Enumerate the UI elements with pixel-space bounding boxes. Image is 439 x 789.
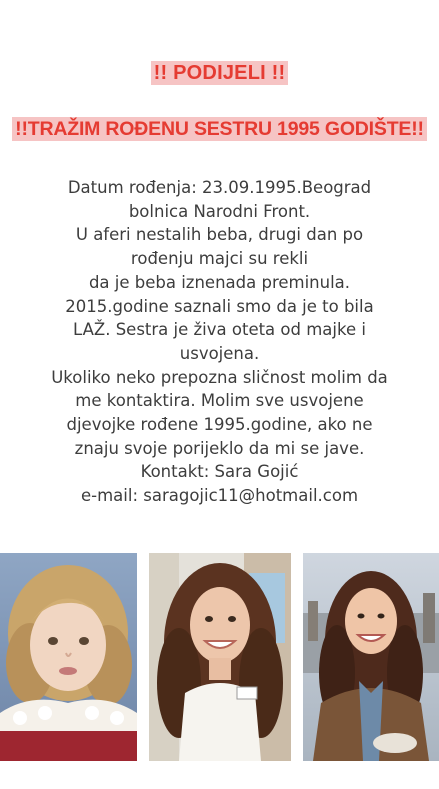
share-heading-text: !! PODIJELI !! bbox=[151, 61, 289, 85]
smiling-girl-photo bbox=[149, 553, 291, 761]
message-line: bolnica Narodni Front. bbox=[128, 201, 311, 221]
message-line: Datum rođenja: 23.09.1995.Beograd bbox=[67, 178, 372, 197]
message-line: usvojena. bbox=[179, 343, 260, 363]
message-line: znaju svoje porijeklo da mi se jave. bbox=[74, 438, 365, 458]
message-line: djevojke rođene 1995.godine, ako ne bbox=[66, 415, 373, 435]
search-heading-text: !!TRAŽIM ROĐENU SESTRU 1995 GODIŠTE!! bbox=[12, 117, 427, 141]
message-body bbox=[0, 176, 439, 508]
message-line: me kontaktira. Molim sve usvojene bbox=[75, 391, 364, 411]
message-line: U aferi nestalih beba, drugi dan po bbox=[75, 225, 364, 245]
message-line: 2015.godine saznali smo da je to bila bbox=[65, 296, 374, 316]
toddler-photo bbox=[0, 553, 137, 761]
search-heading bbox=[0, 118, 439, 141]
message-line: Ukoliko neko prepozna sličnost molim da bbox=[51, 367, 388, 387]
email-line: e-mail: saragojic11@hotmail.com bbox=[80, 486, 359, 506]
girl-in-coat-photo bbox=[303, 553, 439, 761]
contact-line: Kontakt: Sara Gojić bbox=[140, 462, 299, 482]
message-line: da je beba iznenada preminula. bbox=[88, 272, 351, 292]
share-heading bbox=[0, 62, 439, 85]
message-line: rođenju majci su rekli bbox=[130, 249, 309, 269]
message-line: LAŽ. Sestra je živa oteta od majke i bbox=[73, 320, 366, 340]
